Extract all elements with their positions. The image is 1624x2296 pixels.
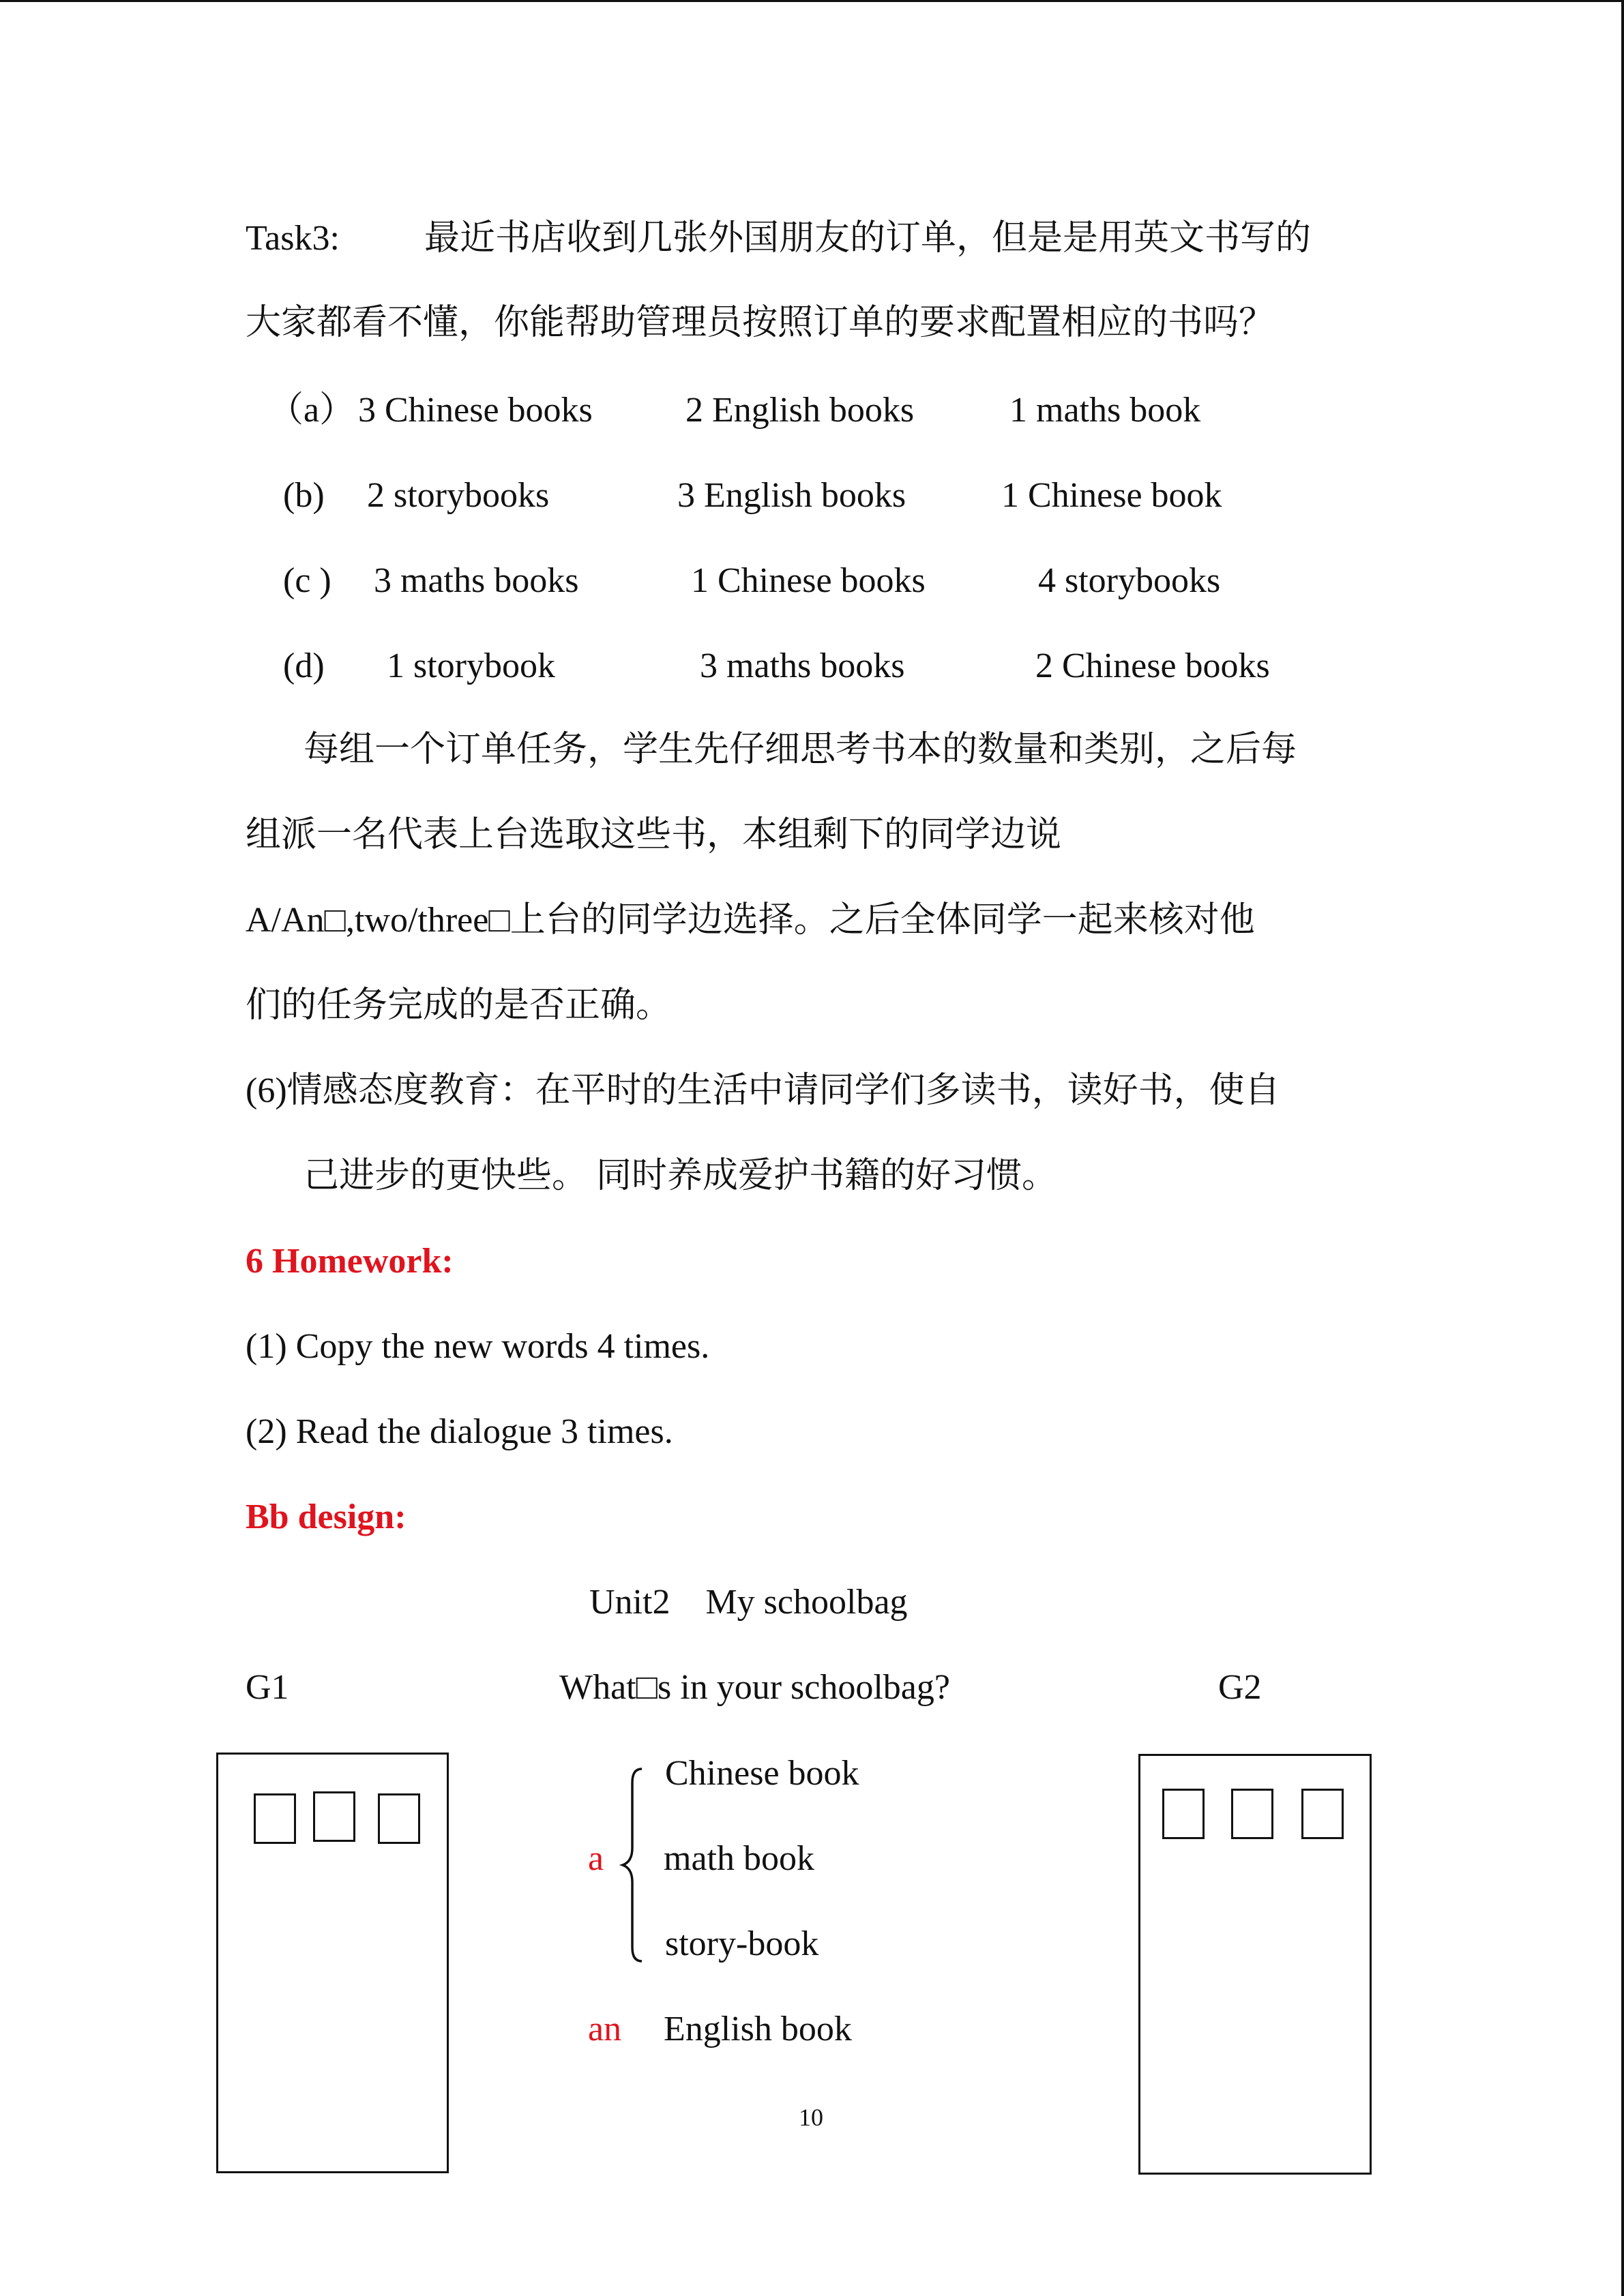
task3-intro-line2: 大家都看不懂，你能帮助管理员按照订单的要求配置相应的书吗？	[246, 303, 1275, 342]
order-item: 2 Chinese books	[1035, 646, 1270, 685]
order-item: 1 maths book	[1009, 391, 1201, 430]
group-label-g2: G2	[1218, 1668, 1262, 1707]
homework-heading: 6 Homework:	[246, 1242, 454, 1281]
instruction-line: 组派一名代表上台选取这些书，本组剩下的同学边说	[246, 816, 1062, 854]
score-box	[254, 1793, 296, 1844]
score-box	[1162, 1789, 1205, 1839]
order-tag: （a）	[268, 391, 355, 430]
order-item: 2 storybooks	[367, 476, 550, 515]
group-label-g1: G1	[246, 1668, 289, 1707]
unit-title: Unit2 My schoolbag	[589, 1583, 908, 1622]
bb-design-heading: Bb design:	[246, 1497, 407, 1536]
an-item: English book	[664, 2010, 852, 2048]
page-top-border	[0, 0, 1624, 2]
board-question: What□s in your schoolbag?	[559, 1668, 950, 1707]
order-item: 4 storybooks	[1038, 561, 1221, 600]
order-item: 3 English books	[677, 476, 906, 515]
instruction-line: A/An□,two/three□上台的同学边选择。之后全体同学一起来核对他	[246, 901, 1255, 940]
order-item: 2 English books	[685, 391, 915, 430]
score-box	[1301, 1789, 1344, 1839]
a-item: story-book	[665, 1924, 819, 1963]
order-item: 3 maths books	[700, 646, 905, 685]
score-box	[313, 1791, 355, 1842]
instruction-line: 们的任务完成的是否正确。	[246, 986, 672, 1025]
homework-item: (2) Read the dialogue 3 times.	[246, 1412, 673, 1451]
page-right-border	[1621, 0, 1624, 2296]
a-item: math book	[664, 1839, 814, 1878]
task3-label: Task3:	[246, 219, 340, 258]
score-box	[378, 1793, 420, 1844]
page-number: 10	[799, 2104, 823, 2131]
score-box	[1231, 1789, 1273, 1839]
order-item: 1 storybook	[387, 646, 555, 685]
instruction-line: 每组一个订单任务，学生先仔细思考书本的数量和类别，之后每	[304, 730, 1297, 769]
order-item: 1 Chinese book	[1001, 476, 1222, 515]
order-item: 3 Chinese books	[358, 391, 593, 430]
emotion-line1: (6)情感态度教育：在平时的生活中请同学们多读书，读好书，使自	[246, 1071, 1280, 1110]
article-a: a	[588, 1839, 604, 1878]
order-tag: (b)	[283, 476, 325, 515]
group2-board	[1138, 1754, 1372, 2175]
group1-board	[216, 1753, 449, 2173]
emotion-line2: 己进步的更快些。 同时养成爱护书籍的好习惯。	[304, 1157, 1058, 1195]
order-tag: (d)	[283, 646, 325, 685]
left-brace-icon	[617, 1766, 645, 1964]
homework-item: (1) Copy the new words 4 times.	[246, 1327, 710, 1366]
order-item: 1 Chinese books	[691, 561, 926, 600]
a-item: Chinese book	[665, 1754, 859, 1793]
order-item: 3 maths books	[374, 561, 579, 600]
article-an: an	[588, 2010, 622, 2048]
task3-intro-line1: 最近书店收到几张外国朋友的订单，但是是用英文书写的	[424, 219, 1312, 258]
order-tag: (c )	[283, 561, 331, 600]
